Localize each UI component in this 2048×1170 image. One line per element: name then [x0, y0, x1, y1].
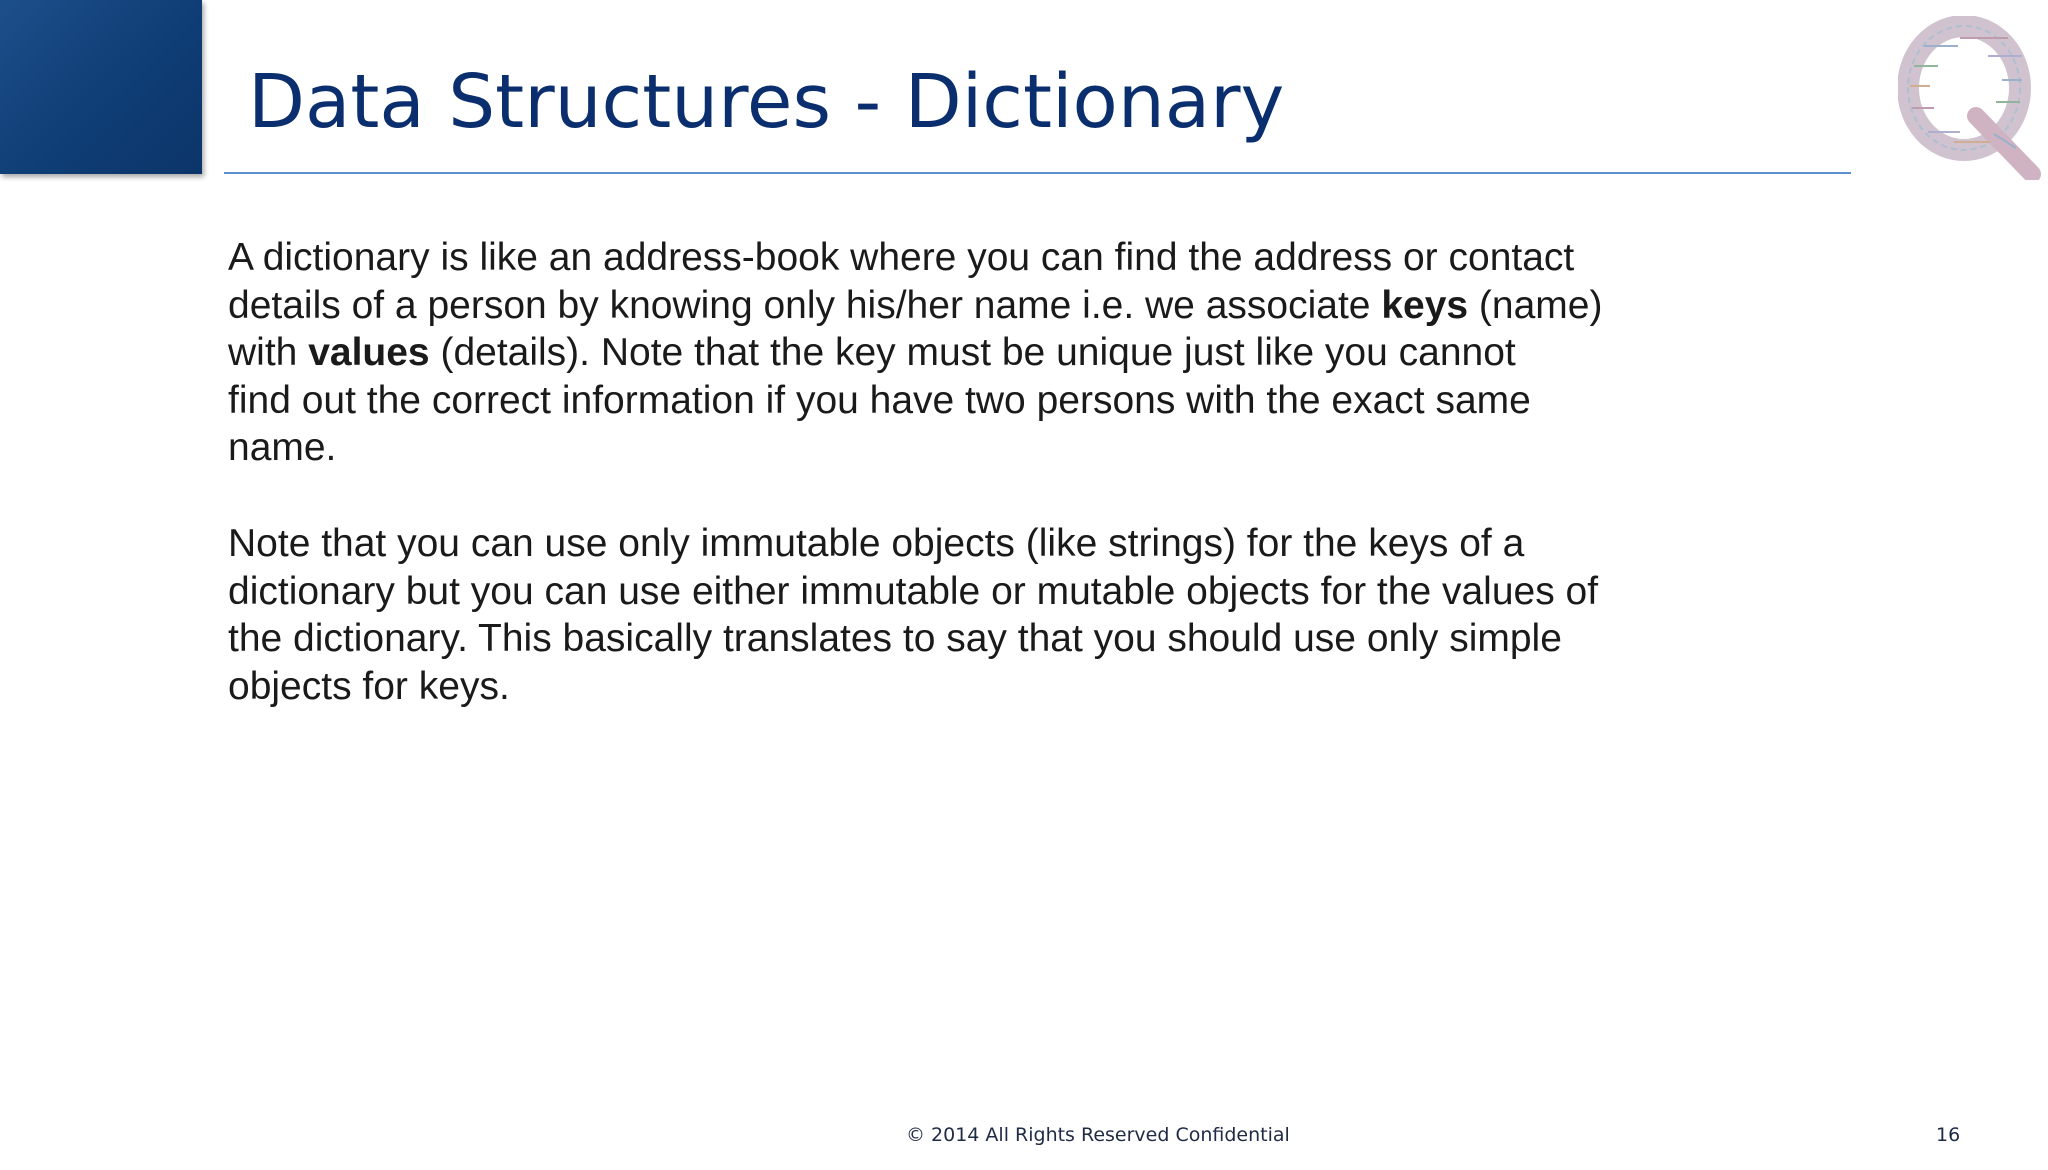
slide-body [228, 234, 1678, 758]
text-segment: (name) [1468, 283, 1603, 327]
footer-copyright: © 2014 All Rights Reserved Confidential [906, 1124, 1290, 1146]
text-line: the dictionary. This basically translates to say that you should use only simple [228, 617, 1562, 661]
text-line: A dictionary is like an address-book where you can find the address or contact [228, 236, 1575, 279]
text-segment: with [228, 331, 309, 375]
title-underline-rule [224, 172, 1851, 174]
company-logo-icon [1898, 16, 2042, 180]
text-line [228, 282, 1678, 330]
page-number: 16 [1936, 1124, 1961, 1146]
text-segment: details of a person by knowing only his/her name i.e. we associate [228, 283, 1382, 327]
corner-accent-block [0, 0, 202, 174]
text-line: dictionary but you can use either immutable or mutable objects for the values of [228, 569, 1599, 613]
text-line: objects for keys. [228, 664, 510, 708]
body-paragraph-dictionary-definition [228, 234, 1678, 472]
body-paragraph-immutable-keys [228, 520, 1678, 710]
bold-term-values: values [308, 331, 430, 375]
text-segment: (details). Note that the key must be unique just like you cannot [429, 331, 1516, 375]
text-line: Note that you can use only immutable objects (like strings) for the keys of a [228, 521, 1525, 565]
text-line [228, 329, 1678, 377]
slide-title: Data Structures - Dictionary [248, 59, 1285, 145]
bold-term-keys: keys [1381, 283, 1469, 327]
text-line: name. [228, 426, 337, 470]
text-line: find out the correct information if you have two persons with the exact same [228, 378, 1531, 422]
